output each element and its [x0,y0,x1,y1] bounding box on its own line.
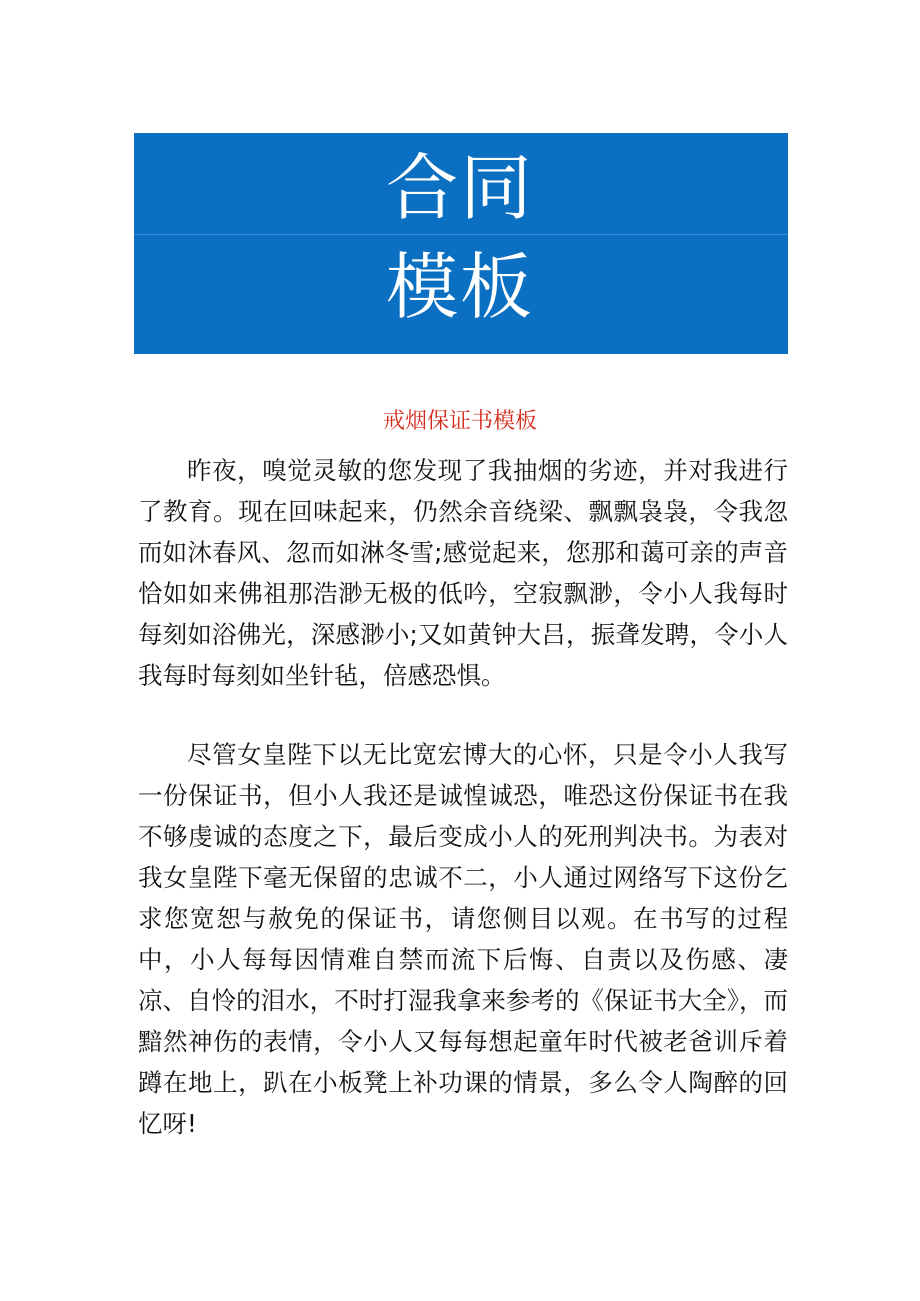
body-paragraph-1: 昨夜，嗅觉灵敏的您发现了我抽烟的劣迹，并对我进行了教育。现在回味起来，仍然余音绕梁、飘飘袅袅，令我忽而如沐春风、忽而如淋冬雪;感觉起来，您那和蔼可亲的声音恰如如来佛祖那浩渺无极的低吟，空寂飘渺，令小人我每时每刻如浴佛光，深感渺小;又如黄钟大吕，振聋发聘，令小人我每时每刻如坐针毡，倍感恐惧。 [138,456,788,690]
document-title: 戒烟保证书模板 [382,409,537,434]
body-paragraph-2: 尽管女皇陛下以无比宽宏博大的心怀，只是令小人我写一份保证书，但小人我还是诚惶诚恐，唯恐这份保证书在我不够虔诚的态度之下，最后变成小人的死刑判决书。为表对我女皇陛下毫无保留的忠诚不二，小人通过网络写下这份乞求您宽恕与赦免的保证书，请您侧目以观。在书写的过程中，小人每每因情难自禁而流下后悔、自责以及伤感、凄凉、自怜的泪水，不时打湿我拿来参考的《保证书大全》，而黯然神伤的表情，令小人又每每想起童年时代被老爸训斥着蹲在地上，趴在小板凳上补功课的情景，多么令人陶醉的回忆呀! [138,740,788,1138]
banner-title-line-2: 模板 [385,245,534,329]
banner-divider [134,234,788,235]
banner-title-line-1: 合同 [385,146,534,230]
